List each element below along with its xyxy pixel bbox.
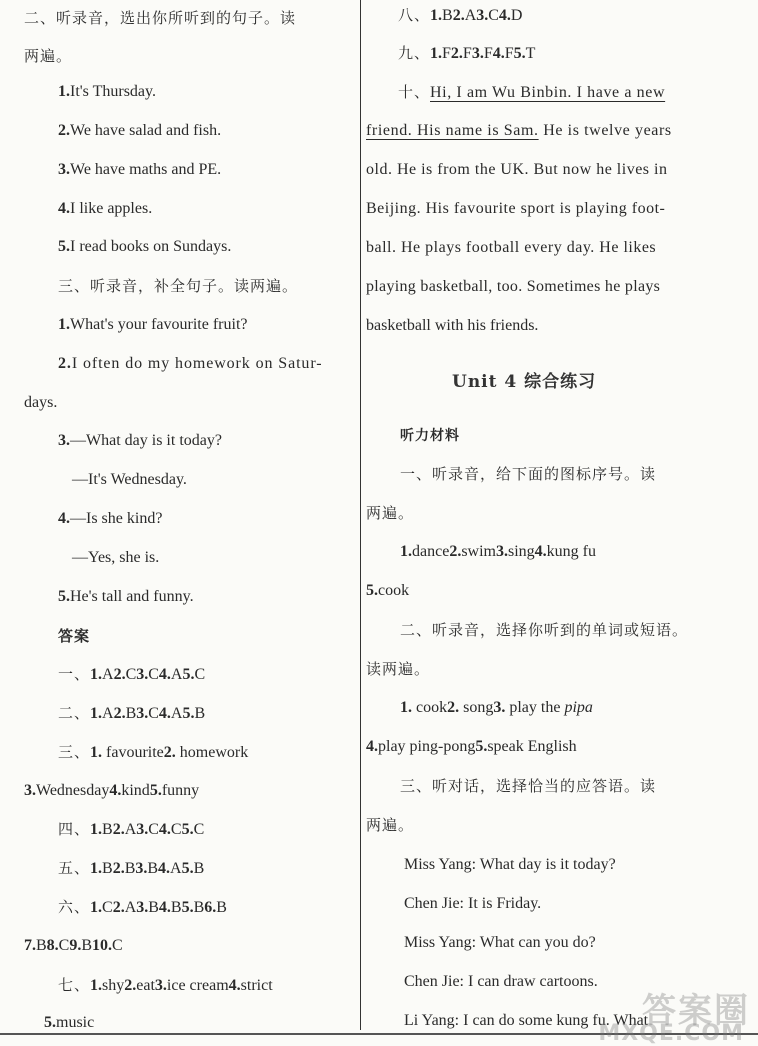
left-section-3-title: 三、听录音，补全句子。读两遍。 bbox=[58, 277, 299, 295]
answer-row-2: 二、1.A2.B3.C4.A5.B bbox=[58, 704, 206, 722]
answer-row-10-line1: 十、Hi, I am Wu Binbin. I have a new bbox=[398, 83, 666, 101]
q2-title: 二、听录音，选择你听到的单词或短语。 bbox=[400, 621, 689, 639]
q1-items: 1.dance2.swim3.sing4.kung fu bbox=[400, 543, 596, 560]
column-divider bbox=[360, 0, 361, 1030]
answer-row-10-line3: old. He is from the UK. But now he lives in bbox=[366, 161, 668, 178]
q3-title: 三、听对话，选择恰当的应答语。读 bbox=[400, 777, 657, 795]
left-section-2-title: 二、听录音，选出你所听到的句子。读 bbox=[24, 9, 297, 27]
dialogue-line-2: Chen Jie: It is Friday. bbox=[404, 895, 542, 912]
fill-1: 1.What's your favourite fruit? bbox=[58, 316, 248, 333]
answers-heading: 答案 bbox=[58, 627, 91, 645]
sentence-2: 2.We have salad and fish. bbox=[58, 122, 222, 139]
sentence-4: 4.I like apples. bbox=[58, 200, 153, 217]
dialogue-line-5: Li Yang: I can do some kung fu. What bbox=[404, 1012, 649, 1029]
q2-items-cont: 4.play ping-pong5.speak English bbox=[366, 738, 577, 755]
answer-row-5: 五、1.B2.B3.B4.A5.B bbox=[58, 859, 205, 877]
fill-5: 5.He's tall and funny. bbox=[58, 588, 194, 605]
answer-row-1: 一、1.A2.C3.C4.A5.C bbox=[58, 665, 206, 683]
answer-row-4: 四、1.B2.A3.C4.C5.C bbox=[58, 820, 205, 838]
sentence-3: 3.We have maths and PE. bbox=[58, 161, 222, 178]
q3-title-cont: 两遍。 bbox=[366, 816, 415, 834]
answer-row-3: 三、1. favourite2. homework bbox=[58, 743, 249, 761]
fill-2: 2.I often do my homework on Satur- bbox=[58, 355, 323, 372]
answer-row-7: 七、1.shy2.eat3.ice cream4.strict bbox=[58, 976, 273, 994]
fill-4b: —Yes, she is. bbox=[72, 549, 160, 566]
q2-title-cont: 读两遍。 bbox=[366, 660, 431, 678]
fill-3a: 3.—What day is it today? bbox=[58, 432, 222, 449]
q2-items: 1. cook2. song3. play the pipa bbox=[400, 699, 593, 716]
sentence-5: 5.I read books on Sundays. bbox=[58, 238, 232, 255]
dialogue-line-1: Miss Yang: What day is it today? bbox=[404, 856, 616, 873]
dialogue-line-3: Miss Yang: What can you do? bbox=[404, 934, 596, 951]
q1-title-cont: 两遍。 bbox=[366, 504, 415, 522]
answer-row-10-line6: playing basketball, too. Sometimes he plays bbox=[366, 278, 661, 295]
sentence-1: 1.It's Thursday. bbox=[58, 83, 156, 100]
q1-items-cont: 5.cook bbox=[366, 582, 410, 599]
answer-row-10-line5: ball. He plays football every day. He likes bbox=[366, 239, 657, 256]
answer-row-3b: 3.Wednesday4.kind5.funny bbox=[24, 782, 200, 799]
watermark-logo: 答案圈 bbox=[642, 991, 750, 1031]
answer-row-9: 九、1.F2.F3.F4.F5.T bbox=[398, 44, 536, 62]
left-section-2-title-cont: 两遍。 bbox=[24, 47, 73, 65]
answer-row-7b: 5.music bbox=[44, 1014, 95, 1031]
watermark-url: MXQE.COM bbox=[598, 1021, 744, 1046]
unit-title: Unit 4 综合练习 bbox=[452, 372, 597, 392]
answer-row-10-line2: friend. His name is Sam. He is twelve years bbox=[366, 122, 672, 139]
dialogue-line-4: Chen Jie: I can draw cartoons. bbox=[404, 973, 598, 990]
answer-row-10-line7: basketball with his friends. bbox=[366, 317, 539, 334]
q1-title: 一、听录音，给下面的图标序号。读 bbox=[400, 465, 657, 483]
section-heading: 听力材料 bbox=[400, 428, 460, 444]
answer-row-6: 六、1.C2.A3.B4.B5.B6.B bbox=[58, 898, 227, 916]
fill-2-cont: days. bbox=[24, 394, 58, 411]
answer-row-6b: 7.B8.C9.B10.C bbox=[24, 937, 123, 954]
fill-3b: —It's Wednesday. bbox=[72, 471, 187, 488]
answer-row-10-line4: Beijing. His favourite sport is playing foot- bbox=[366, 200, 666, 217]
fill-4a: 4.—Is she kind? bbox=[58, 510, 163, 527]
answer-row-8: 八、1.B2.A3.C4.D bbox=[398, 6, 523, 24]
